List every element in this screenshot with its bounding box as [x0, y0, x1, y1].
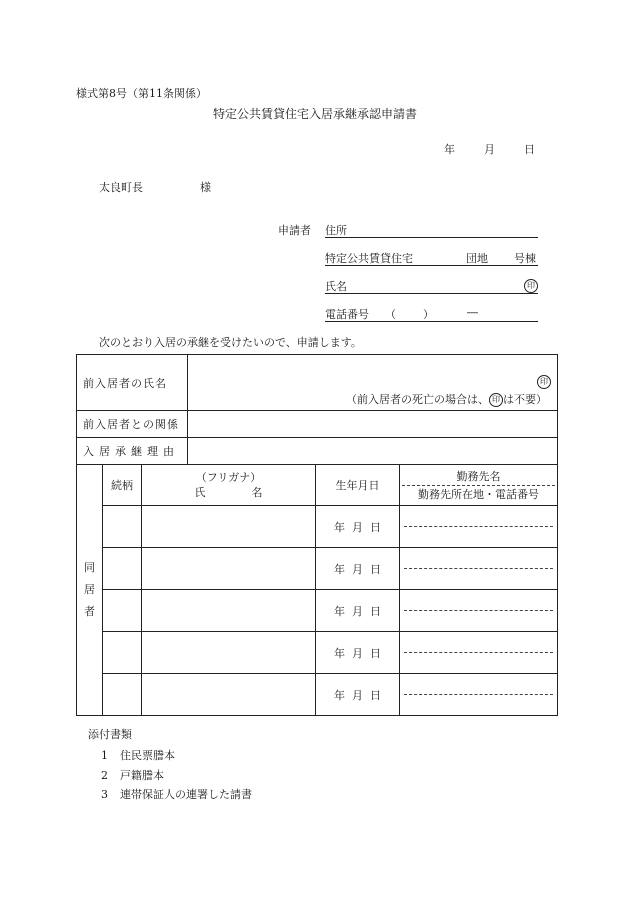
applicant-label: 申請者: [278, 224, 311, 237]
deceased-note-b: は不要）: [503, 393, 548, 406]
birth-input[interactable]: [316, 590, 400, 632]
birth-day: 日: [370, 604, 382, 618]
page-title: 特定公共賃貸住宅入居承継承認申請書: [213, 107, 418, 121]
relation-input[interactable]: [103, 548, 142, 590]
date-year: 年: [444, 143, 455, 156]
attachment-item: [101, 767, 164, 783]
birth-input[interactable]: [316, 506, 400, 548]
attachment-text: 連帯保証人の連署した請書: [120, 788, 252, 801]
col-birth: 生年月日: [316, 465, 400, 506]
phone-field[interactable]: [325, 306, 538, 322]
seal-icon: 印: [489, 393, 503, 407]
birth-year: 年: [334, 688, 346, 702]
attachment-item: [101, 747, 175, 763]
name-input[interactable]: [142, 632, 316, 674]
attachment-no: 3: [101, 788, 108, 801]
birth-year: 年: [334, 646, 346, 660]
birth-day: 日: [370, 646, 382, 660]
phone-paren-close: ）: [423, 308, 434, 321]
table-row: [77, 548, 558, 590]
name-input[interactable]: [142, 548, 316, 590]
birth-input[interactable]: [316, 548, 400, 590]
col-name: [142, 465, 316, 506]
date-day: 日: [524, 143, 535, 156]
housing-field[interactable]: [325, 250, 538, 266]
housing-label: 特定公共賃貸住宅: [325, 252, 413, 265]
phone-paren-open: （: [385, 308, 396, 321]
col-work-name: 勤務先名: [402, 468, 555, 486]
date-line: [444, 141, 535, 157]
birth-year: 年: [334, 520, 346, 534]
seal-icon: 印: [537, 375, 551, 389]
phone-label: 電話番号: [325, 308, 369, 321]
table-row: [77, 590, 558, 632]
relation-input[interactable]: [103, 506, 142, 548]
relation-cell[interactable]: [188, 411, 558, 438]
birth-year: 年: [334, 604, 346, 618]
birth-input[interactable]: [316, 632, 400, 674]
attachment-text: 住民票謄本: [120, 749, 175, 762]
bldg-label: 号棟: [514, 252, 536, 265]
col-relation: 続柄: [103, 465, 142, 506]
col-work-addr: 勤務先所在地・電話番号: [418, 487, 540, 501]
attachment-no: 2: [101, 769, 108, 782]
phone-dash: ―: [467, 306, 478, 319]
work-input[interactable]: [400, 506, 558, 548]
birth-input[interactable]: [316, 674, 400, 716]
col-name-a: 氏: [194, 486, 206, 499]
table-row: [77, 674, 558, 716]
birth-month: 月: [352, 562, 364, 576]
addressee-honorific: 様: [200, 181, 211, 194]
name-label: 氏名: [325, 280, 347, 293]
relation-label: 前入居者との関係: [77, 411, 188, 438]
birth-month: 月: [352, 646, 364, 660]
addressee: [99, 179, 211, 195]
table-row: [77, 632, 558, 674]
deceased-note-a: （前入居者の死亡の場合は、: [346, 393, 490, 406]
birth-month: 月: [352, 688, 364, 702]
reason-label: 入居承継理由: [77, 438, 188, 465]
col-furigana: （フリガナ）: [195, 471, 262, 484]
attachment-item: [101, 786, 252, 802]
col-work: [400, 465, 558, 506]
deceased-note: [346, 391, 547, 407]
work-input[interactable]: [400, 674, 558, 716]
name-input[interactable]: [142, 590, 316, 632]
addressee-name: 太良町長: [99, 181, 143, 194]
name-input[interactable]: [142, 506, 316, 548]
cohabitant-char: 居: [84, 583, 95, 596]
date-month: 月: [484, 143, 495, 156]
relation-input[interactable]: [103, 590, 142, 632]
reason-cell[interactable]: [188, 438, 558, 465]
attachment-text: 戸籍謄本: [120, 769, 164, 782]
prev-name-label: 前入居者の氏名: [77, 355, 188, 411]
birth-month: 月: [352, 520, 364, 534]
attachment-no: 1: [101, 749, 108, 762]
address-field[interactable]: [325, 222, 538, 238]
col-name-b: 名: [251, 486, 263, 499]
work-input[interactable]: [400, 548, 558, 590]
relation-input[interactable]: [103, 674, 142, 716]
name-field[interactable]: [325, 278, 538, 294]
name-input[interactable]: [142, 674, 316, 716]
table-row: [77, 506, 558, 548]
work-input[interactable]: [400, 590, 558, 632]
birth-month: 月: [352, 604, 364, 618]
work-input[interactable]: [400, 632, 558, 674]
application-table: [76, 354, 558, 716]
address-label: 住所: [325, 224, 347, 237]
prev-name-cell[interactable]: [188, 355, 558, 411]
birth-day: 日: [370, 562, 382, 576]
birth-day: 日: [370, 688, 382, 702]
cohabitant-char: 者: [84, 605, 95, 618]
attachments-title: 添付書類: [88, 728, 132, 741]
seal-icon: 印: [524, 279, 538, 293]
cohabitant-label: [77, 465, 103, 716]
statement: 次のとおり入居の承継を受けたいので、申請します。: [99, 336, 362, 349]
relation-input[interactable]: [103, 632, 142, 674]
danchi-label: 団地: [466, 252, 488, 265]
birth-year: 年: [334, 562, 346, 576]
form-number: 様式第8号（第11条関係）: [76, 87, 207, 100]
cohabitant-char: 同: [84, 561, 95, 574]
birth-day: 日: [370, 520, 382, 534]
